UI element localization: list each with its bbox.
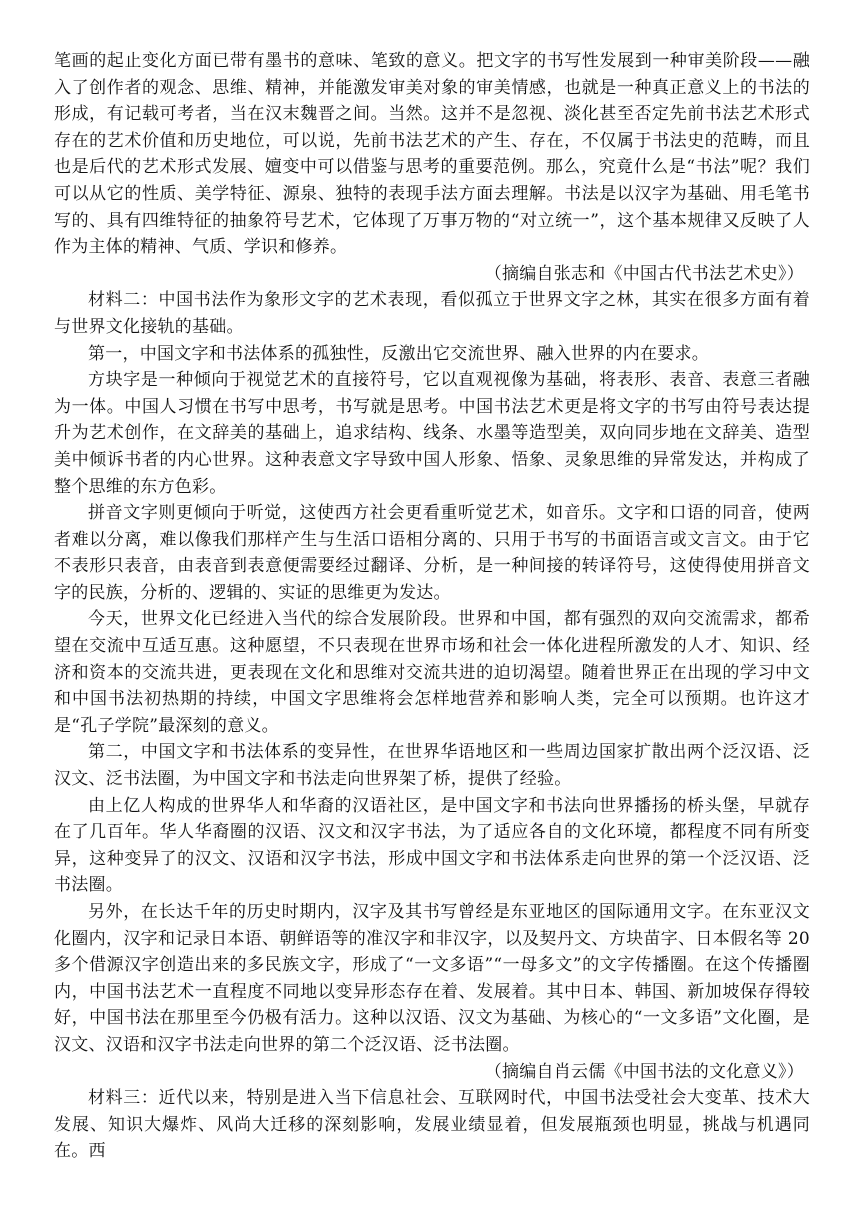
- paragraph-continuation: 笔画的起止变化方面已带有墨书的意味、笔致的意义。把文字的书写性发展到一种审美阶段——融入了创作者的观念、思维、精神，并能激发审美对象的审美情感，也就是一种真正意义上的书法的形成，有记载可考者，当在汉末魏晋之间。当然。这并不是忽视、淡化甚至否定先前书法艺术形式存在的艺术价值和历史地位，可以说，先前书法艺术的产生、存在，不仅属于书法史的范畴，而且也是后代的艺术形式发展、嬗变中可以借鉴与思考的重要范例。那么，究竟什么是“书法”呢？我们可以从它的性质、美学特征、源泉、独特的表现手法方面去理解。书法是以汉字为基础、用毛笔书写的、具有四维特征的抽象符号艺术，它体现了万事万物的“对立统一”，这个基本规律又反映了人作为主体的精神、气质、学识和修养。: [54, 51, 810, 258]
- source-citation-2: （摘编自肖云儒《中国书法的文化意义》）: [484, 1061, 804, 1082]
- paragraph-material-two-intro: 材料二：中国书法作为象形文字的艺术表现，看似孤立于世界文字之林，其实在很多方面有着与世界文化接轨的基础。: [54, 290, 810, 337]
- source-citation-1: （摘编自张志和《中国古代书法艺术史》）: [484, 263, 804, 284]
- paragraph-material-three: 材料三：近代以来，特别是进入当下信息社会、互联网时代，中国书法受社会大变革、技术大发展、知识大爆炸、风尚大迁移的深刻影响，发展业绩显着，但发展瓶颈也明显，挑战与机遇同在。西: [54, 1088, 810, 1162]
- document-page: [54, 48, 810, 1165]
- paragraph-world-culture: 今天，世界文化已经进入当代的综合发展阶段。世界和中国，都有强烈的双向交流需求，都希望在交流中互适互惠。这种愿望，不只表现在世界市场和社会一体化进程所激发的人才、知识、经济和资本的交流共进，更表现在文化和思维对交流共进的迫切渴望。随着世界正在出现的学习中文和中国书法初热期的持续，中国文字思维将会怎样地营养和影响人类，完全可以预期。也许这才是“孔子学院”最深刻的意义。: [54, 609, 810, 736]
- paragraph-point-two: 第二，中国文字和书法体系的变异性，在世界华语地区和一些周边国家扩散出两个泛汉语、泛汉文、泛书法圈，为中国文字和书法走向世界架了桥，提供了经验。: [54, 742, 810, 790]
- paragraph-chinese-community: 由上亿人构成的世界华人和华裔的汉语社区，是中国文字和书法向世界播扬的桥头堡，早就存在了几百年。华人华裔圈的汉语、汉文和汉字书法，为了适应各自的文化环境，都程度不同有所变异，这种变异了的汉文、汉语和汉字书法，形成中国文字和书法体系走向世界的第一个泛汉语、泛书法圈。: [54, 795, 810, 896]
- paragraph-point-one: 第一，中国文字和书法体系的孤独性，反激出它交流世界、融入世界的内在要求。: [88, 343, 709, 364]
- paragraph-phonetic-writing: 拼音文字则更倾向于听觉，这使西方社会更看重听觉艺术，如音乐。文字和口语的同音，使两者难以分离，难以像我们那样产生与生活口语相分离的、只用于书写的书面语言或文言文。由于它不表形只表音，由表音到表意便需要经过翻译、分析，是一种间接的转译符号，这使得使用拼音文字的民族，分析的、逻辑的、实证的思维更为发达。: [54, 503, 810, 603]
- paragraph-east-asia-circle: 另外，在长达千年的历史时期内，汉字及其书写曾经是东亚地区的国际通用文字。在东亚汉文化圈内，汉字和记录日本语、朝鲜语等的准汉字和非汉字，以及契丹文、方块苗字、日本假名等 20 多个借源汉字创造出来的多民族文字，形成了“一文多语”“一母多文”的文字传播圈。在这个传播圈内，中国书法艺术一直程度不同地以变异形态存在着、发展着。其中日本、韩国、新加坡保存得较好，中国书法在那里至今仍极有活力。这种以汉语、汉文为基础、为核心的“一文多语”文化圈，是汉文、汉语和汉字书法走向世界的第二个泛汉语、泛书法圈。: [54, 902, 810, 1055]
- paragraph-square-characters: 方块字是一种倾向于视觉艺术的直接符号，它以直观视像为基础，将表形、表音、表意三者融为一体。中国人习惯在书写中思考，书写就是思考。中国书法艺术更是将文字的书写由符号表达提升为艺术创作，在文辞美的基础上，追求结构、线条、水墨等造型美，双向同步地在文辞美、造型美中倾诉书者的内心世界。这种表意文字导致中国人形象、悟象、灵象思维的异常发达，并构成了整个思维的东方色彩。: [54, 370, 810, 497]
